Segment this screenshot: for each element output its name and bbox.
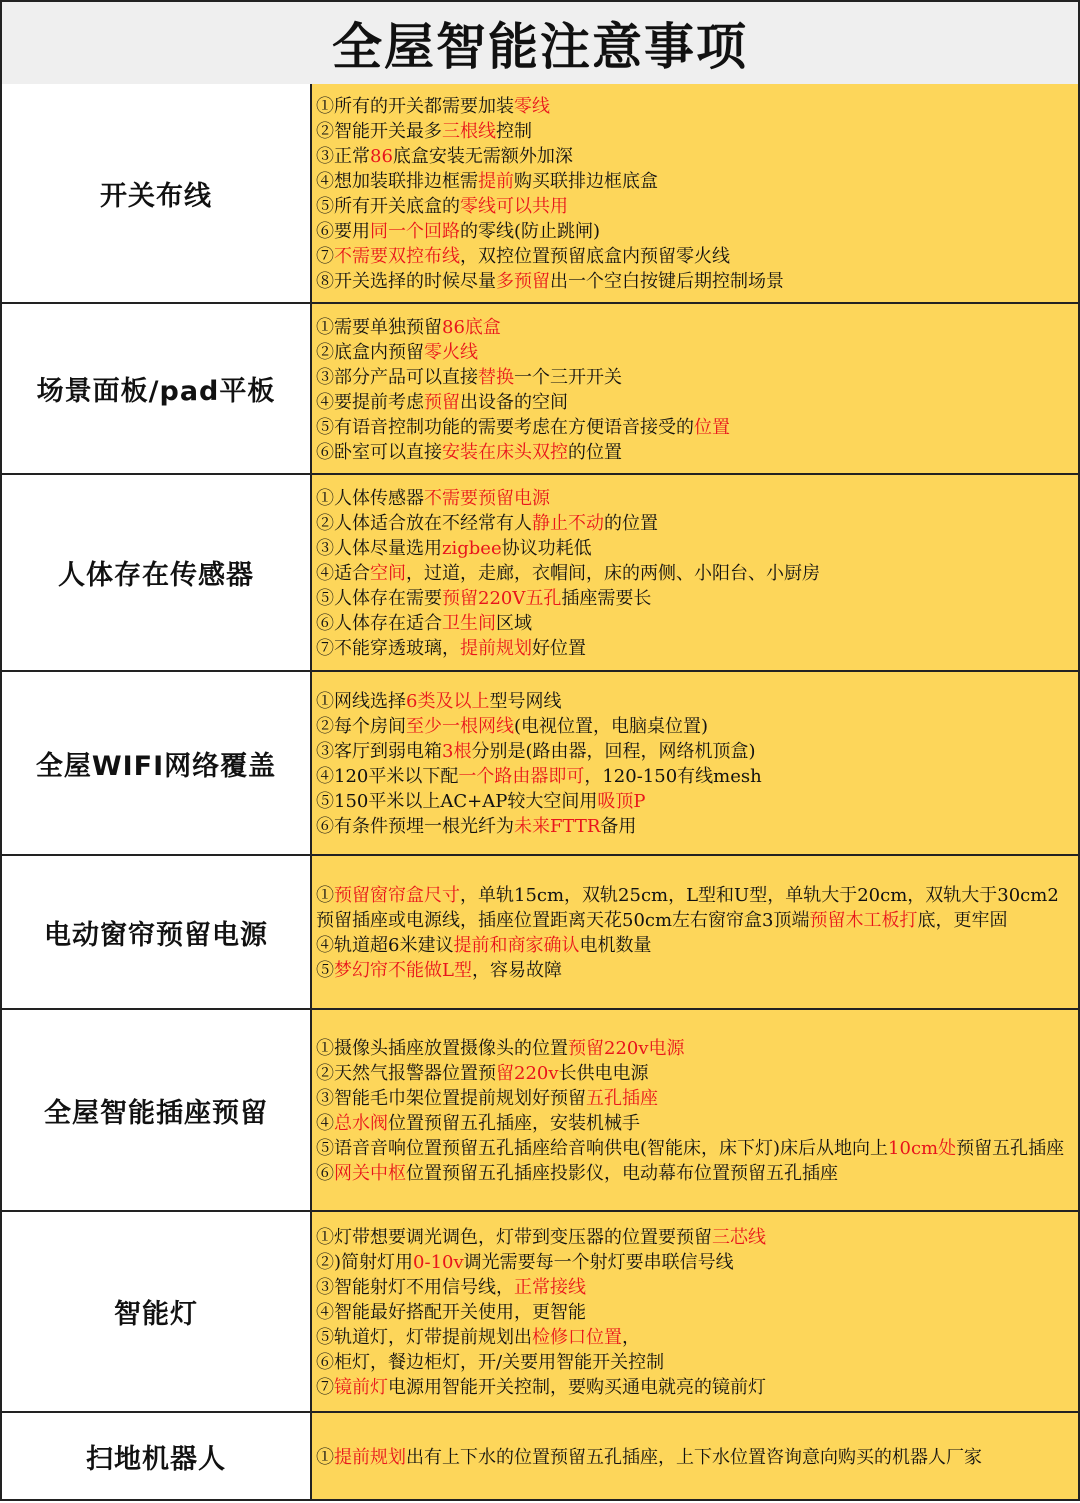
list-item [316, 244, 1068, 269]
item-text: ，120-150有线mesh [584, 766, 762, 787]
item-text: ，容易故障 [471, 960, 562, 981]
highlight-text: 10cm处 [888, 1138, 957, 1159]
section-items [312, 1413, 1078, 1499]
item-text: ④适合 [316, 563, 370, 584]
list-item [316, 586, 1068, 611]
item-text: ④要提前考虑 [316, 391, 424, 413]
item-text: 位置预留五孔插座，安装机械手 [388, 1113, 640, 1134]
section-row [0, 1413, 1080, 1501]
item-text: 的位置 [604, 513, 658, 534]
item-text: 购买联排边框底盒 [514, 171, 658, 192]
item-text: 电源用智能开关控制，要购买通电就亮的镜前灯 [388, 1377, 766, 1398]
highlight-text: 零火线 [424, 341, 478, 363]
highlight-text: 提前和商家确认 [453, 935, 580, 956]
item-text: ⑤ [316, 960, 334, 981]
item-text: ①人体传感器 [316, 488, 424, 509]
list-item [316, 415, 1068, 440]
item-text: ⑥人体存在适合 [316, 613, 442, 634]
list-item [316, 739, 1068, 764]
item-text: ⑦ [316, 1377, 334, 1398]
list-item [316, 789, 1068, 814]
highlight-text: 预留220V五孔 [442, 588, 562, 609]
highlight-text: 3根 [442, 741, 472, 762]
highlight-text: 空间 [370, 563, 406, 584]
item-text: ②每个房间 [316, 716, 406, 737]
list-item [316, 689, 1068, 714]
list-item [316, 169, 1068, 194]
list-item [316, 764, 1068, 789]
item-text: ⑤150平米以上AC+AP较大空间用 [316, 791, 598, 812]
list-item [316, 611, 1068, 636]
item-text: ，过道，走廊，衣帽间，床的两侧、小阳台、小厨房 [406, 563, 820, 584]
highlight-text: 零线 [514, 96, 550, 117]
highlight-text: 安装在床头双控 [442, 441, 568, 463]
item-text: ⑥柜灯，餐边柜灯，开/关要用智能开关控制 [316, 1352, 665, 1373]
item-text: ③人体尽量选用 [316, 538, 442, 559]
item-text: ⑥有条件预埋一根光纤为 [316, 816, 514, 837]
item-text: ⑧开关选择的时候尽量 [316, 271, 496, 292]
list-item [316, 536, 1068, 561]
highlight-text: 预留窗帘盒尺寸 [334, 885, 460, 906]
highlight-text: 一个路由器即可 [458, 766, 585, 787]
item-text: 一个三开开关 [514, 366, 622, 388]
list-item [316, 219, 1068, 244]
item-text: 好位置 [532, 638, 586, 659]
highlight-text: 提前 [478, 171, 514, 192]
list-item [316, 144, 1068, 169]
item-text: 底，更牢固 [917, 910, 1008, 931]
highlight-text: 卫生间 [442, 613, 496, 634]
item-text: ②天然气报警器位置预 [316, 1063, 496, 1084]
highlight-text: 6类及以上 [406, 691, 490, 712]
section-category: 智能灯 [2, 1212, 312, 1411]
item-text: ①所有的开关都需要加装 [316, 96, 514, 117]
item-text: ②)简射灯用 [316, 1252, 414, 1273]
section-items [312, 304, 1078, 473]
section-row [0, 1212, 1080, 1413]
list-item [316, 269, 1068, 294]
item-text: ， [622, 1327, 640, 1348]
highlight-text: 总水阀 [334, 1113, 388, 1134]
item-text: 插座需要长 [561, 588, 652, 609]
item-text: ③智能毛巾架位置提前规划好预留 [316, 1088, 586, 1109]
item-text: 出有上下水的位置预留五孔插座，上下水位置咨询意向购买的机器人厂家 [406, 1446, 982, 1468]
list-item [316, 1136, 1068, 1161]
list-item [316, 1445, 1068, 1470]
highlight-text: 预留 [424, 391, 460, 413]
highlight-text: zigbee [442, 538, 502, 559]
highlight-text: 多预留 [496, 271, 550, 292]
section-category: 人体存在传感器 [2, 475, 312, 670]
section-items [312, 1212, 1078, 1411]
list-item [316, 1161, 1068, 1186]
item-text: ① [316, 1446, 334, 1468]
highlight-text: 至少一根网线 [406, 716, 514, 737]
item-text: ①网线选择 [316, 691, 406, 712]
section-row [0, 84, 1080, 304]
list-item [316, 1275, 1068, 1300]
list-item [316, 933, 1068, 958]
list-item [316, 194, 1068, 219]
item-text: 位置预留五孔插座投影仪，电动幕布位置预留五孔插座 [406, 1163, 838, 1184]
highlight-text: 未来FTTR [514, 816, 601, 837]
page-title: 全屋智能注意事项 [0, 0, 1080, 86]
list-item [316, 440, 1068, 465]
item-text: 出设备的空间 [460, 391, 568, 413]
item-text: (电视位置，电脑桌位置) [514, 716, 709, 737]
highlight-text: 替换 [478, 366, 514, 388]
highlight-text: 检修口位置 [532, 1327, 622, 1348]
section-category: 扫地机器人 [2, 1413, 312, 1499]
highlight-text: 梦幻帘不能做L型 [334, 960, 472, 981]
item-text: 的零线(防止跳闸) [460, 221, 601, 242]
item-text: ⑤轨道灯，灯带提前规划出 [316, 1327, 532, 1348]
section-row [0, 475, 1080, 672]
list-item [316, 958, 1068, 983]
list-item [316, 1225, 1068, 1250]
item-text: ④智能最好搭配开关使用，更智能 [316, 1302, 586, 1323]
highlight-text: 网关中枢 [334, 1163, 406, 1184]
highlight-text: 提前规划 [334, 1446, 406, 1468]
highlight-text: 三根线 [442, 121, 496, 142]
section-category: 全屋智能插座预留 [2, 1010, 312, 1210]
highlight-text: 预留220v电源 [568, 1038, 685, 1059]
list-item [316, 814, 1068, 839]
section-row [0, 672, 1080, 856]
section-category: 开关布线 [2, 84, 312, 302]
item-text: 底盒安装无需额外加深 [392, 146, 573, 167]
list-item [316, 636, 1068, 661]
list-item [316, 883, 1068, 933]
item-text: 长供电电源 [558, 1063, 649, 1084]
list-item [316, 1250, 1068, 1275]
item-text: ，双控位置预留底盒内预留零火线 [460, 246, 730, 267]
item-text: ⑥ [316, 1163, 334, 1184]
item-text: 备用 [600, 816, 637, 837]
item-text: 区域 [496, 613, 532, 634]
item-text: 控制 [496, 121, 532, 142]
list-item [316, 390, 1068, 415]
item-text: ③正常 [316, 146, 370, 167]
list-item [316, 561, 1068, 586]
list-item [316, 511, 1068, 536]
item-text: ③部分产品可以直接 [316, 366, 478, 388]
item-text: 电机数量 [579, 935, 652, 956]
item-text: ⑤语音音响位置预留五孔插座给音响供电(智能床，床下灯)床后从地向上 [316, 1138, 889, 1159]
item-text: ⑤有语音控制功能的需要考虑在方便语音接受的 [316, 416, 694, 438]
list-item [316, 340, 1068, 365]
item-text: ④ [316, 1113, 334, 1134]
section-items [312, 856, 1078, 1008]
list-item [316, 1300, 1068, 1325]
item-text: 协议功耗低 [501, 538, 592, 559]
highlight-text: 86 [370, 146, 393, 167]
section-row [0, 1010, 1080, 1212]
section-items [312, 1010, 1078, 1210]
item-text: ，单轨15cm，双轨25cm，L型和U型，单轨大于20cm，双轨大于30cm2预留插座或电源线，插座位置距离天花50cm左右窗帘盒3顶端 [316, 885, 1059, 931]
item-text: ①灯带想要调光调色，灯带到变压器的位置要预留 [316, 1227, 712, 1248]
item-text: 出一个空白按键后期控制场景 [550, 271, 784, 292]
item-text: ⑥要用 [316, 221, 370, 242]
section-items [312, 672, 1078, 854]
highlight-text: 不需要双控布线 [334, 246, 460, 267]
highlight-text: 三芯线 [712, 1227, 766, 1248]
highlight-text: 预留木工板打 [809, 910, 918, 931]
highlight-text: 零线可以共用 [460, 196, 568, 217]
section-category: 场景面板/pad平板 [2, 304, 312, 473]
item-text: ④想加装联排边框需 [316, 171, 478, 192]
list-item [316, 1086, 1068, 1111]
list-item [316, 315, 1068, 340]
item-text: ① [316, 885, 334, 906]
highlight-text: 不需要预留电源 [424, 488, 550, 509]
section-category: 电动窗帘预留电源 [2, 856, 312, 1008]
item-text: ①摄像头插座放置摄像头的位置 [316, 1038, 568, 1059]
item-text: 分别是(路由器，回程，网络机顶盒) [471, 741, 756, 762]
item-text: ⑤所有开关底盒的 [316, 196, 460, 217]
item-text: ⑤人体存在需要 [316, 588, 442, 609]
list-item [316, 365, 1068, 390]
section-category: 全屋WIFI网络覆盖 [2, 672, 312, 854]
highlight-text: 吸顶P [597, 791, 646, 812]
list-item [316, 1061, 1068, 1086]
list-item [316, 1111, 1068, 1136]
list-item [316, 94, 1068, 119]
item-text: ⑥卧室可以直接 [316, 441, 442, 463]
highlight-text: 86底盒 [442, 316, 501, 338]
highlight-text: 0-10v [413, 1252, 464, 1273]
section-items [312, 84, 1078, 302]
highlight-text: 镜前灯 [334, 1377, 388, 1398]
item-text: ③智能射灯不用信号线， [316, 1277, 514, 1298]
item-text: ③客厅到弱电箱 [316, 741, 442, 762]
section-row [0, 304, 1080, 475]
list-item [316, 1036, 1068, 1061]
item-text: ⑦ [316, 246, 334, 267]
section-row [0, 856, 1080, 1010]
highlight-text: 留220v [496, 1063, 559, 1084]
item-text: 预留五孔插座 [956, 1138, 1065, 1159]
highlight-text: 位置 [694, 416, 730, 438]
list-item [316, 486, 1068, 511]
list-item [316, 119, 1068, 144]
list-item [316, 714, 1068, 739]
item-text: ④120平米以下配 [316, 766, 459, 787]
item-text: ①需要单独预留 [316, 316, 442, 338]
highlight-text: 提前规划 [460, 638, 532, 659]
checklist-table [0, 84, 1080, 1501]
item-text: 的位置 [568, 441, 622, 463]
item-text: ②智能开关最多 [316, 121, 442, 142]
item-text: ④轨道超6米建议 [316, 935, 454, 956]
item-text: ⑦不能穿透玻璃， [316, 638, 460, 659]
highlight-text: 同一个回路 [370, 221, 460, 242]
list-item [316, 1325, 1068, 1350]
section-items [312, 475, 1078, 670]
highlight-text: 五孔插座 [586, 1088, 658, 1109]
item-text: 型号网线 [489, 691, 562, 712]
list-item [316, 1350, 1068, 1375]
item-text: ②人体适合放在不经常有人 [316, 513, 532, 534]
highlight-text: 静止不动 [532, 513, 604, 534]
item-text: ②底盒内预留 [316, 341, 424, 363]
highlight-text: 正常接线 [514, 1277, 586, 1298]
list-item [316, 1375, 1068, 1400]
item-text: 调光需要每一个射灯要串联信号线 [463, 1252, 734, 1273]
